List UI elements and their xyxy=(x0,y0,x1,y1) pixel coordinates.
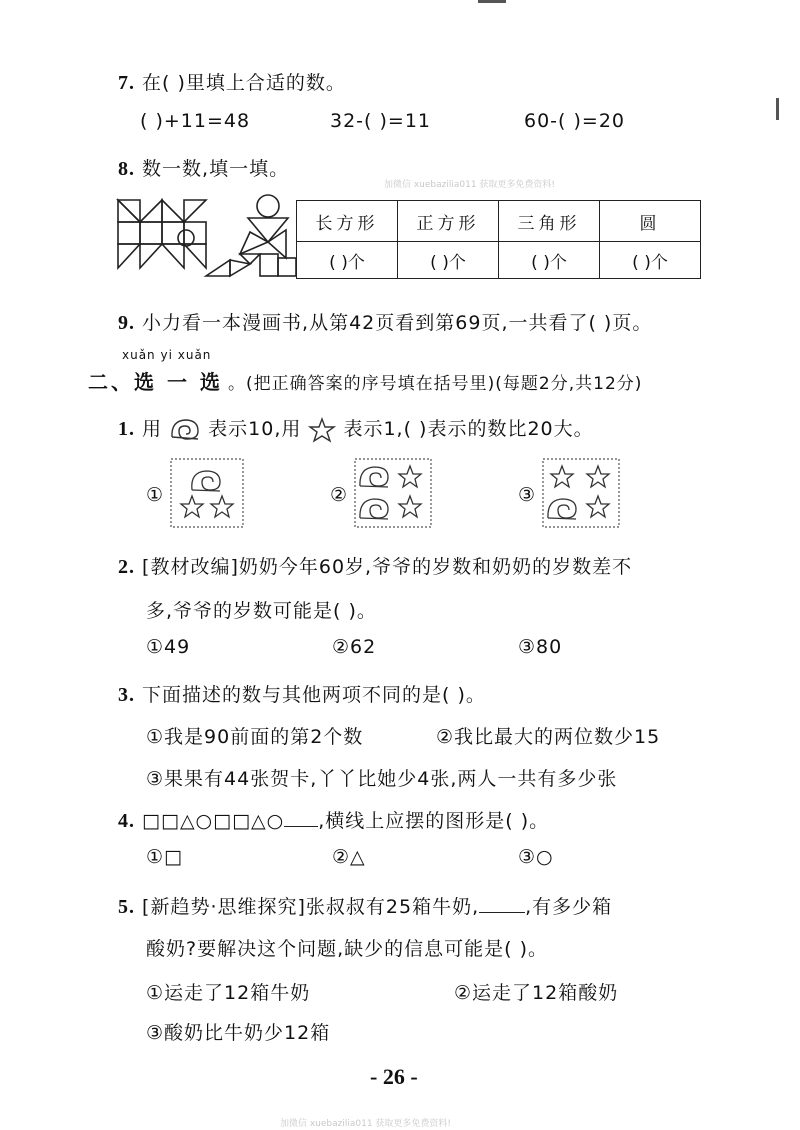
star-icon xyxy=(181,496,203,517)
c5-line-1 xyxy=(118,892,612,919)
c1-option-1-label: ① xyxy=(146,484,165,506)
q9 xyxy=(118,308,652,335)
c2-line-1 xyxy=(118,552,632,579)
c2-number: 2. xyxy=(118,556,135,578)
c2-option-2[interactable]: ②62 xyxy=(332,636,377,658)
answer-circle[interactable]: ( )个 xyxy=(600,242,701,279)
c1-option-1-picture[interactable] xyxy=(170,458,244,528)
q7-equation-3: 60-( )=20 xyxy=(524,110,625,132)
c2-option-3[interactable]: ③80 xyxy=(518,636,563,658)
c1-option-3-picture[interactable] xyxy=(542,458,620,528)
answer-square[interactable]: ( )个 xyxy=(398,242,499,279)
c4-sequence: □□△○□□△○ xyxy=(142,810,285,832)
c1-option-3-label: ③ xyxy=(518,484,537,506)
q8-number: 8. xyxy=(118,158,135,180)
c5-text-1a: [新趋势·思维探究]张叔叔有25箱牛奶, xyxy=(142,896,480,918)
c1-part1: 用 xyxy=(142,418,163,440)
c3-option-1[interactable]: ①我是90前面的第2个数 xyxy=(146,726,364,748)
shell-icon xyxy=(192,471,220,491)
q7-number: 7. xyxy=(118,72,135,94)
c3-line-1 xyxy=(118,680,486,707)
star-icon xyxy=(308,417,336,443)
section2-pinyin: xuǎn yi xuǎn xyxy=(122,348,212,362)
watermark-top: 加微信 xuebazilia011 获取更多免费资料! xyxy=(384,180,556,190)
c1-part2: 表示10,用 xyxy=(208,418,302,440)
c2-line-2: 多,爷爷的岁数可能是( )。 xyxy=(146,600,377,622)
q7-equation-2: 32-( )=11 xyxy=(330,110,431,132)
header-rectangle: 长方形 xyxy=(297,201,398,242)
shell-icon xyxy=(169,417,201,443)
c1-number: 1. xyxy=(118,418,135,440)
c1-option-2-label: ② xyxy=(330,484,349,506)
c5-blank[interactable] xyxy=(479,898,525,913)
c3-option-3[interactable]: ③果果有44张贺卡,丫丫比她少4张,两人一共有多少张 xyxy=(146,768,618,790)
c1-part3: 表示1,( )表示的数比20大。 xyxy=(343,418,594,440)
scan-mark-top xyxy=(478,0,506,3)
c3-option-2[interactable]: ②我比最大的两位数少15 xyxy=(436,726,661,748)
c4-text: ,横线上应摆的图形是( )。 xyxy=(318,810,550,832)
star-icon xyxy=(587,496,609,517)
star-icon xyxy=(587,466,609,487)
c3-number: 3. xyxy=(118,684,135,706)
c4-option-2[interactable]: ②△ xyxy=(332,846,366,868)
section2-note: 。(把正确答案的序号填在括号里)(每题2分,共12分) xyxy=(228,374,643,394)
header-square: 正方形 xyxy=(398,201,499,242)
header-triangle: 三角形 xyxy=(499,201,600,242)
shape-figure xyxy=(110,190,300,286)
star-icon xyxy=(399,466,421,487)
shell-icon xyxy=(360,467,388,487)
c4-option-1[interactable]: ①□ xyxy=(146,846,183,868)
shell-icon xyxy=(360,499,388,519)
star-icon xyxy=(399,496,421,517)
c4-blank[interactable] xyxy=(284,812,318,827)
header-circle: 圆 xyxy=(600,201,701,242)
q7-title xyxy=(118,68,346,95)
answer-triangle[interactable]: ( )个 xyxy=(499,242,600,279)
shape-count-table xyxy=(296,200,701,279)
c2-option-1[interactable]: ①49 xyxy=(146,636,191,658)
c4-line-1 xyxy=(118,806,549,833)
q9-number: 9. xyxy=(118,312,135,334)
q8-prompt: 数一数,填一填。 xyxy=(142,158,290,180)
c1-question xyxy=(118,414,594,443)
section2-header xyxy=(88,366,642,395)
c4-option-3[interactable]: ③○ xyxy=(518,846,554,868)
watermark-bottom: 加微信 xuebazilia011 获取更多免费资料! xyxy=(280,1119,452,1129)
c5-line-2: 酸奶?要解决这个问题,缺少的信息可能是( )。 xyxy=(146,938,548,960)
c1-option-2-picture[interactable] xyxy=(354,458,432,528)
q8-title xyxy=(118,154,289,181)
c5-text-1b: ,有多少箱 xyxy=(525,896,613,918)
scan-mark-right xyxy=(776,98,779,120)
c5-number: 5. xyxy=(118,896,135,918)
star-icon xyxy=(211,496,233,517)
c5-option-3[interactable]: ③酸奶比牛奶少12箱 xyxy=(146,1022,331,1044)
c4-number: 4. xyxy=(118,810,135,832)
q7-prompt: 在( )里填上合适的数。 xyxy=(142,72,346,94)
answer-rectangle[interactable]: ( )个 xyxy=(297,242,398,279)
section2-title: 二、选 一 选 xyxy=(88,370,223,394)
q9-text: 小力看一本漫画书,从第42页看到第69页,一共看了( )页。 xyxy=(142,312,653,334)
page-number: - 26 - xyxy=(370,1064,418,1089)
c5-option-1[interactable]: ①运走了12箱牛奶 xyxy=(146,982,311,1004)
c5-option-2[interactable]: ②运走了12箱酸奶 xyxy=(454,982,619,1004)
star-icon xyxy=(551,466,573,487)
c3-text-1: 下面描述的数与其他两项不同的是( )。 xyxy=(142,684,486,706)
q7-equation-1: ( )+11=48 xyxy=(140,110,251,132)
shell-icon xyxy=(548,499,576,519)
c2-text-1: [教材改编]奶奶今年60岁,爷爷的岁数和奶奶的岁数差不 xyxy=(142,556,633,578)
